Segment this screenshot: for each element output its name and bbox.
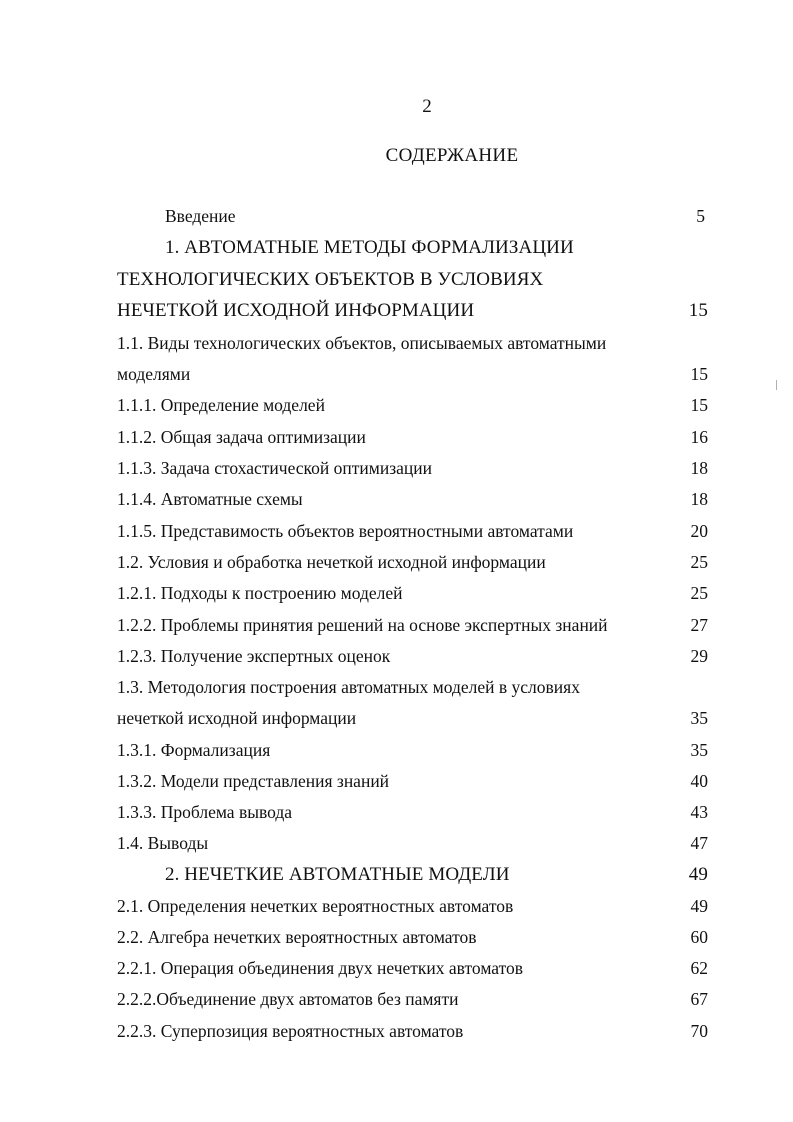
- toc-entry-text: 1.2.3. Получение экспертных оценок: [117, 646, 391, 666]
- toc-entry: [0, 989, 793, 1020]
- toc-entry-text: 1.2.1. Подходы к построению моделей: [117, 583, 403, 603]
- toc-entry-text: 1. АВТОМАТНЫЕ МЕТОДЫ ФОРМАЛИЗАЦИИ: [165, 237, 574, 258]
- scan-artifact: [776, 380, 777, 390]
- toc-entry-page: 35: [690, 740, 708, 760]
- toc-entry-page: 5: [696, 206, 705, 226]
- toc-entry-page: 15: [690, 395, 708, 415]
- toc-entry: [0, 300, 793, 331]
- toc-entry-page: 40: [690, 771, 708, 791]
- toc-entry: [0, 802, 793, 833]
- toc-entry: [0, 896, 793, 927]
- toc-entry-text: 2. НЕЧЕТКИЕ АВТОМАТНЫЕ МОДЕЛИ: [165, 864, 510, 885]
- toc-entry-page: 15: [690, 364, 708, 384]
- toc-entry-page: 49: [690, 896, 708, 916]
- toc-entry-page: 47: [690, 833, 708, 853]
- toc-entry: [0, 206, 793, 237]
- toc-entry-page: 15: [688, 300, 708, 321]
- toc-entry: [0, 269, 793, 300]
- toc-entry: [0, 615, 793, 646]
- toc-entry: [0, 740, 793, 771]
- toc-entry-page: 20: [690, 521, 708, 541]
- toc-entry: [0, 489, 793, 520]
- toc-entry-text: Введение: [165, 206, 236, 226]
- toc-entry-text: 1.2. Условия и обработка нечеткой исходной информации: [117, 552, 546, 572]
- toc-entry: [0, 1021, 793, 1052]
- toc-entry: [0, 521, 793, 552]
- toc-entry: [0, 708, 793, 739]
- toc-entry: [0, 958, 793, 989]
- toc-entry-page: 29: [690, 646, 708, 666]
- toc-entry-text: 1.1.1. Определение моделей: [117, 395, 325, 415]
- page-title: СОДЕРЖАНИЕ: [385, 145, 519, 166]
- toc-entry: [0, 677, 793, 708]
- toc-entry-page: 18: [690, 489, 708, 509]
- toc-entry: [0, 833, 793, 864]
- toc-entry-page: 18: [690, 458, 708, 478]
- toc-entry-page: 16: [690, 427, 708, 447]
- toc-entry: [0, 646, 793, 677]
- toc-entry: [0, 771, 793, 802]
- toc-entry: [0, 458, 793, 489]
- toc-entry-page: 25: [690, 552, 708, 572]
- toc-entry-text: 1.1. Виды технологических объектов, описываемых автоматными: [117, 333, 607, 353]
- toc-entry-text: 2.2.1. Операция объединения двух нечетких автоматов: [117, 958, 524, 978]
- toc-entry-text: 1.2.2. Проблемы принятия решений на основе экспертных знаний: [117, 615, 608, 635]
- toc-entry: [0, 583, 793, 614]
- toc-entry-text: 2.2.3. Суперпозиция вероятностных автоматов: [117, 1021, 464, 1041]
- toc-entry-page: 35: [690, 708, 708, 728]
- toc-entry-page: 62: [690, 958, 708, 978]
- toc-entry-text: 1.1.5. Представимость объектов вероятностными автоматами: [117, 521, 574, 541]
- toc-entry-text: НЕЧЕТКОЙ ИСХОДНОЙ ИНФОРМАЦИИ: [117, 300, 475, 321]
- toc-entry: [0, 864, 793, 895]
- toc-entry-text: 1.4. Выводы: [117, 833, 209, 853]
- toc-entry-text: 1.3. Методология построения автоматных моделей в условиях: [117, 677, 580, 697]
- toc-entry-text: 1.1.4. Автоматные схемы: [117, 489, 303, 509]
- toc-entry-text: 1.3.3. Проблема вывода: [117, 802, 293, 822]
- toc-entry-text: 2.1. Определения нечетких вероятностных автоматов: [117, 896, 514, 916]
- toc-entry-text: 1.3.2. Модели представления знаний: [117, 771, 390, 791]
- toc-entry-page: 27: [690, 615, 708, 635]
- toc-entry-text: 2.2.2.Объединение двух автоматов без памяти: [117, 989, 459, 1009]
- toc-entry-page: 49: [688, 864, 708, 885]
- toc-entry-text: 1.1.3. Задача стохастической оптимизации: [117, 458, 432, 478]
- toc-entry: [0, 427, 793, 458]
- toc-entry-text: нечеткой исходной информации: [117, 708, 357, 728]
- toc-entry-page: 70: [690, 1021, 708, 1041]
- toc-entry-text: моделями: [117, 364, 191, 384]
- toc-entry: [0, 237, 793, 268]
- toc-entry: [0, 927, 793, 958]
- toc-entry-page: 67: [690, 989, 708, 1009]
- toc-entry-page: 25: [690, 583, 708, 603]
- toc-entry: [0, 395, 793, 426]
- toc-entry-text: 1.3.1. Формализация: [117, 740, 271, 760]
- toc-entry-page: 43: [690, 802, 708, 822]
- toc-entry: [0, 364, 793, 395]
- toc-entry-text: 2.2. Алгебра нечетких вероятностных автоматов: [117, 927, 477, 947]
- toc-entry: [0, 552, 793, 583]
- toc-entry-text: ТЕХНОЛОГИЧЕСКИХ ОБЪЕКТОВ В УСЛОВИЯХ: [117, 269, 544, 290]
- toc-entry-page: 60: [690, 927, 708, 947]
- toc-entry: [0, 333, 793, 364]
- toc-entry-text: 1.1.2. Общая задача оптимизации: [117, 427, 366, 447]
- page-number: 2: [422, 96, 432, 117]
